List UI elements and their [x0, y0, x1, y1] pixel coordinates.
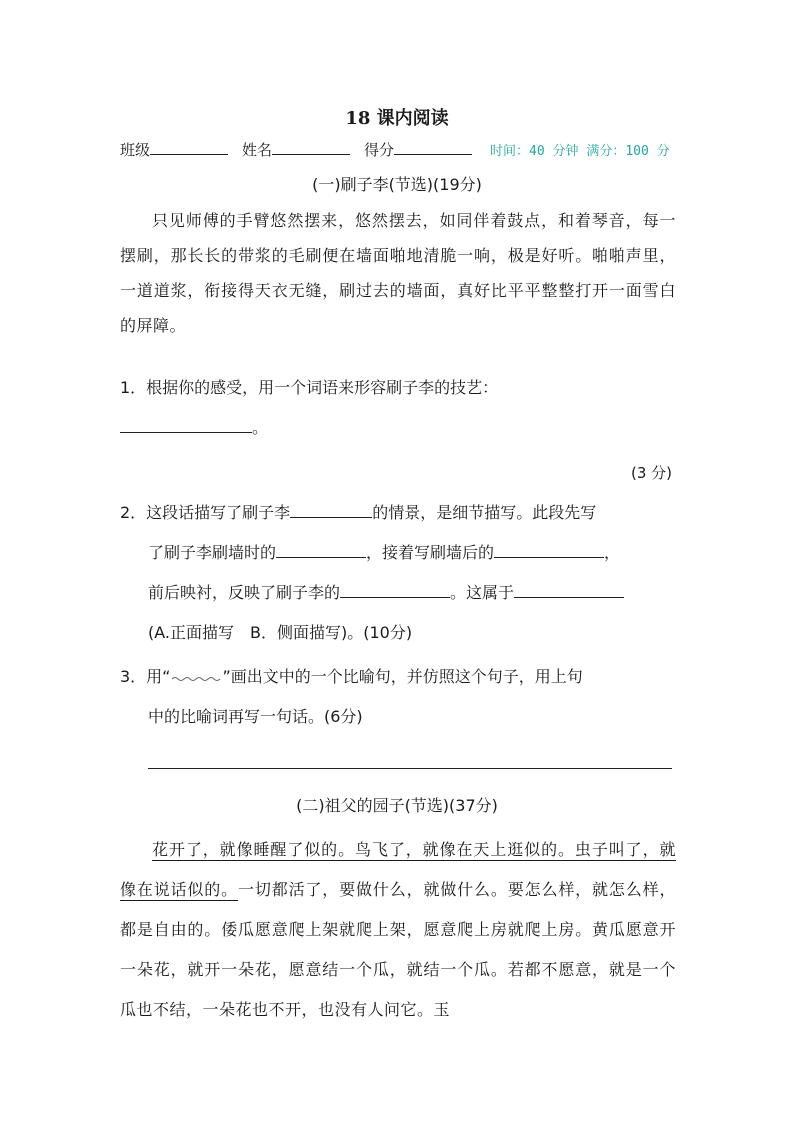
- student-info-row: [120, 139, 670, 160]
- time-score-meta: 时间：40 分钟 满分：100 分: [490, 144, 670, 159]
- underlined-sentence: 花开了，就像睡醒了似的。鸟飞了，就像在天上逛似的。虫子叫了，就像在说话似的。: [120, 840, 676, 899]
- section2-heading: (二)祖父的园子(节选)(37分): [296, 796, 498, 815]
- question-1-blank[interactable]: [120, 418, 252, 433]
- q2-blank-3[interactable]: [494, 543, 604, 558]
- question-3-answer-line[interactable]: [148, 768, 672, 769]
- name-label: 姓名: [242, 141, 273, 159]
- page-title: 18 课内阅读: [345, 108, 449, 129]
- q2-blank-2[interactable]: [276, 543, 366, 558]
- question-1-answer-line: 。: [120, 408, 676, 448]
- class-label: 班级: [120, 141, 151, 159]
- question-1: [120, 368, 676, 448]
- score-field[interactable]: [394, 140, 472, 155]
- question-3: 3．用“ ”画出文中的一个比喻句，并仿照这个句子，用上句 中的比喻词再写一句话。(6分): [120, 667, 583, 726]
- q2-blank-1[interactable]: [290, 503, 372, 518]
- section1-passage: 只见师傅的手臂悠然摆来，悠然摆去，如同伴着鼓点，和着琴音，每一摆刷，那长长的带浆的毛刷便在墙面啪地清脆一响，极是好听。啪啪声里，一道道浆，衔接得天衣无缝，刷过去的墙面，真好比平平整整打开一面雪白的屏障。: [120, 211, 676, 335]
- name-field[interactable]: [272, 140, 350, 155]
- section1-heading: (一)刷子李(节选)(19分): [312, 175, 482, 194]
- question-1-score: (3 分): [630, 464, 672, 482]
- q2-blank-5[interactable]: [514, 583, 624, 598]
- score-label: 得分: [364, 141, 395, 159]
- class-field[interactable]: [150, 140, 228, 155]
- wavy-underline-icon: [170, 673, 222, 683]
- question-2: 2．这段话描写了刷子李 的情景，是细节描写。此段先写 了刷子李刷墙时的 ，接着写刷墙后的 ， 前后映衬，反映了刷子李的 。这属于 (A.正面描写 B．侧面描写)。(10分): [120, 493, 676, 653]
- section2-passage: 花开了，就像睡醒了似的。鸟飞了，就像在天上逛似的。虫子叫了，就像在说话似的。一切都活了，要做什么，就做什么。要怎么样，就怎么样，都是自由的。倭瓜愿意爬上架就爬上架，愿意爬上房就爬上房。黄瓜愿意开一朵花，就开一朵花，愿意结一个瓜，就结一个瓜。若都不愿意，就是一个瓜也不结，一朵花也不开，也没有人问它。玉: [120, 840, 676, 1019]
- q2-blank-4[interactable]: [340, 583, 450, 598]
- question-1-text: 1．根据你的感受，用一个词语来形容刷子李的技艺：: [120, 378, 499, 397]
